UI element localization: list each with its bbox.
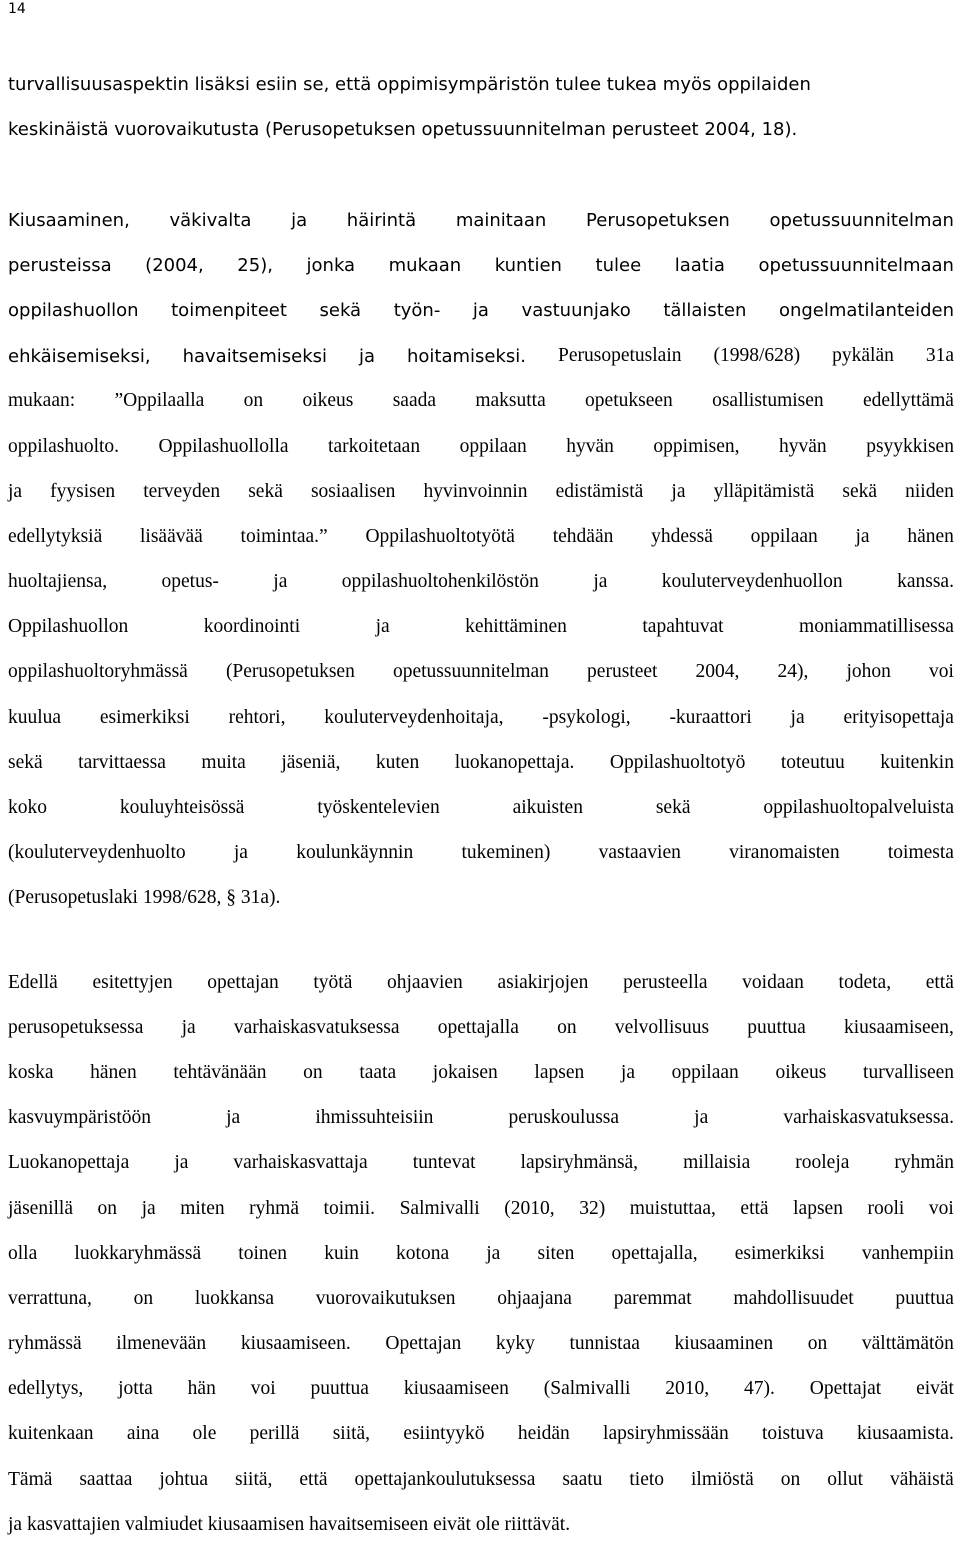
word: mukaan	[388, 255, 462, 277]
word: jotta	[118, 1378, 153, 1400]
word: rehtori,	[228, 706, 286, 728]
word: ihmissuhteisiin	[315, 1107, 434, 1129]
word: (Salmivalli	[543, 1378, 631, 1400]
word: Perusopetuslain	[558, 345, 682, 367]
word: väkivalta	[169, 210, 252, 232]
text-line	[8, 198, 954, 243]
word: Oppilashuoltotyötä	[365, 525, 515, 547]
word: edellytyksiä	[8, 525, 103, 547]
word: ja	[181, 1016, 196, 1038]
word: saada	[392, 390, 437, 412]
word: opetukseen	[585, 390, 673, 412]
word: oppilashuoltoryhmässä	[8, 661, 188, 683]
word: 25),	[237, 255, 273, 277]
word: esiintyykö	[403, 1423, 485, 1445]
text-line	[8, 514, 954, 559]
word: Edellä	[8, 971, 58, 993]
word: luokkansa	[194, 1287, 274, 1309]
word: sekä	[842, 480, 878, 502]
word: lapsen	[793, 1197, 843, 1219]
word: kouluterveydenhuollon	[661, 571, 843, 593]
word: ja	[620, 1061, 635, 1083]
word: häirintä	[346, 210, 417, 232]
word: eivät	[916, 1378, 954, 1400]
word: saatu	[562, 1468, 603, 1490]
word: ja	[226, 1107, 241, 1129]
text-line	[8, 560, 954, 605]
word: perusopetuksessa	[8, 1016, 144, 1038]
word: kehittäminen	[465, 616, 567, 638]
word: pykälän	[832, 345, 894, 367]
word: sekä	[248, 480, 283, 502]
word: Opettajat	[809, 1378, 882, 1400]
word: opetussuunnitelmaan	[758, 255, 954, 277]
word: johon	[846, 661, 891, 683]
word: puuttua	[895, 1287, 954, 1309]
word: edellyttämä	[863, 390, 954, 412]
word: kuitenkin	[880, 751, 954, 773]
word: jokaisen	[432, 1061, 498, 1083]
word: tapahtuvat	[642, 616, 724, 638]
word: vastuunjako	[521, 300, 631, 322]
word: tunnistaa	[569, 1333, 640, 1355]
word: esimerkiksi	[99, 706, 190, 728]
word: Tämä	[8, 1468, 53, 1490]
word: huoltajiensa,	[8, 571, 108, 593]
word: todeta,	[838, 971, 892, 993]
word: tarvittaessa	[78, 751, 166, 773]
word: Kiusaaminen,	[8, 210, 130, 232]
text-line	[8, 831, 954, 876]
word: hoitamiseksi.	[407, 345, 527, 367]
word: (1998/628)	[713, 345, 801, 367]
word: työtä	[313, 971, 353, 993]
word: ylläpitämistä	[713, 480, 815, 502]
word: ja	[694, 1107, 709, 1129]
word: kiusaamiseen.	[240, 1333, 351, 1355]
word: ja	[8, 480, 23, 502]
word: on	[97, 1197, 118, 1219]
word: työskentelevien	[317, 797, 440, 819]
word: 31a	[925, 345, 954, 367]
word: jäsenillä	[8, 1197, 73, 1219]
word: ja	[358, 345, 376, 367]
word: ja	[486, 1242, 501, 1264]
word: esimerkiksi	[734, 1242, 825, 1264]
word: yhdessä	[651, 525, 713, 547]
word: -kuraattori	[669, 706, 752, 728]
word: mukaan:	[8, 390, 76, 412]
line-text: ja kasvattajien valmiudet kiusaamisen havaitsemiseen eivät ole riittävät.	[8, 1513, 571, 1535]
word: ja	[273, 571, 288, 593]
word: vanhempiin	[861, 1242, 954, 1264]
word: kanssa.	[897, 571, 954, 593]
word: oppilaan	[671, 1061, 739, 1083]
text-line	[8, 1502, 954, 1547]
text-line	[8, 960, 954, 1005]
text-line	[8, 424, 954, 469]
word: toimenpiteet	[171, 300, 287, 322]
word: aina	[126, 1423, 160, 1445]
word: perusteella	[623, 971, 708, 993]
word: kouluterveydenhoitaja,	[324, 706, 504, 728]
word: lapsiryhmissään	[603, 1423, 729, 1445]
word: opettajalla,	[611, 1242, 698, 1264]
word: ja	[671, 480, 686, 502]
word: että	[740, 1197, 769, 1219]
word: 24),	[777, 661, 809, 683]
word: sekä	[655, 797, 691, 819]
word: oikeus	[775, 1061, 827, 1083]
word: hyvän	[779, 435, 827, 457]
word: verrattuna,	[8, 1287, 92, 1309]
word: tulee	[595, 255, 642, 277]
text-line	[8, 379, 954, 424]
word: voi	[929, 661, 954, 683]
word: Perusopetuksen	[586, 210, 730, 232]
word: puuttua	[310, 1378, 369, 1400]
word: ohjaavien	[387, 971, 463, 993]
text-line	[8, 1096, 954, 1141]
word: oppilaan	[750, 525, 818, 547]
word: Salmivalli	[399, 1197, 480, 1219]
word: ollut	[827, 1468, 863, 1490]
word: sekä	[8, 751, 43, 773]
word: varhaiskasvatuksessa.	[783, 1107, 954, 1129]
word: fyysisen	[50, 480, 116, 502]
word: terveyden	[143, 480, 221, 502]
word: on	[133, 1287, 154, 1309]
text-line	[8, 1186, 954, 1231]
word: kouluyhteisössä	[119, 797, 245, 819]
word: hänen	[907, 525, 954, 547]
word: kyky	[495, 1333, 535, 1355]
word: oikeus	[302, 390, 354, 412]
word: että	[925, 971, 954, 993]
word: toteutuu	[780, 751, 845, 773]
text-line	[8, 334, 954, 379]
word: oppilashuoltopalveluista	[763, 797, 954, 819]
word: on	[780, 1468, 801, 1490]
page-number: 14	[8, 1, 26, 17]
word: moniammatillisessa	[799, 616, 954, 638]
word: siitä,	[332, 1423, 371, 1445]
word: ehkäisemiseksi,	[8, 345, 151, 367]
word: ohjaajana	[497, 1287, 572, 1309]
word: on	[557, 1016, 577, 1038]
word: opettajalla	[437, 1016, 519, 1038]
word: toimii.	[323, 1197, 376, 1219]
text-line	[8, 1231, 954, 1276]
text-line	[8, 1276, 954, 1321]
word: jonka	[306, 255, 356, 277]
word: heidän	[517, 1423, 570, 1445]
word: ja	[472, 300, 489, 322]
word: maksutta	[475, 390, 546, 412]
word: lisäävää	[139, 525, 203, 547]
text-line	[8, 605, 954, 650]
word: (2004,	[145, 255, 204, 277]
word: puuttua	[747, 1016, 806, 1038]
word: esitettyjen	[92, 971, 173, 993]
word: kotona	[396, 1242, 450, 1264]
word: opetussuunnitelman	[769, 210, 954, 232]
word: Oppilashuollon	[8, 616, 129, 638]
word: millaisia	[683, 1152, 751, 1174]
word: viranomaisten	[729, 842, 840, 864]
word: ja	[291, 210, 308, 232]
word: toimesta	[887, 842, 954, 864]
line-text: (Perusopetuslaki 1998/628, § 31a).	[8, 887, 281, 909]
word: niiden	[905, 480, 954, 502]
word: perillä	[249, 1423, 300, 1445]
word: johtua	[159, 1468, 209, 1490]
word: opetus-	[161, 571, 219, 593]
word: koordinointi	[203, 616, 301, 638]
word: peruskoulussa	[508, 1107, 620, 1129]
word: turvalliseen	[863, 1061, 954, 1083]
word: perusteissa	[8, 255, 112, 277]
word: kasvuympäristöön	[8, 1107, 151, 1129]
word: että	[299, 1468, 328, 1490]
text-line	[8, 1457, 954, 1502]
word: hyvän	[566, 435, 614, 457]
word: opettajankoulutuksessa	[354, 1468, 536, 1490]
word: välttämätön	[861, 1333, 954, 1355]
word: ja	[233, 842, 248, 864]
word: sekä	[319, 300, 362, 322]
word: ongelmatilanteiden	[778, 300, 954, 322]
word: sosiaalisen	[310, 480, 396, 502]
word: kuten	[375, 751, 420, 773]
word: varhaiskasvattaja	[233, 1152, 368, 1174]
word: toistuva	[761, 1423, 824, 1445]
word: laatia	[674, 255, 725, 277]
word: oppimisen,	[653, 435, 740, 457]
text-line	[8, 107, 954, 152]
word: saattaa	[79, 1468, 133, 1490]
word: asiakirjojen	[497, 971, 589, 993]
word: lapsiryhmänsä,	[520, 1152, 639, 1174]
word: työn-	[393, 300, 441, 322]
text-line	[8, 876, 954, 921]
word: tehtävänään	[173, 1061, 267, 1083]
paragraph-2	[8, 198, 954, 921]
word: Luokanopettaja	[8, 1152, 130, 1174]
word: vuorovaikutuksen	[315, 1287, 456, 1309]
word: kiusaamista.	[856, 1423, 954, 1445]
text-line	[8, 469, 954, 514]
word: miten	[180, 1197, 225, 1219]
word: (kouluterveydenhuolto	[8, 842, 186, 864]
word: 47).	[744, 1378, 775, 1400]
word: kuitenkaan	[8, 1423, 94, 1445]
word: psyykkisen	[866, 435, 954, 457]
word: kuntien	[494, 255, 562, 277]
word: toinen	[238, 1242, 288, 1264]
word: kiusaaminen	[674, 1333, 774, 1355]
word: toimintaa.”	[240, 525, 328, 547]
word: on	[807, 1333, 828, 1355]
word: lapsen	[534, 1061, 585, 1083]
word: oppilaan	[459, 435, 527, 457]
word: ja	[375, 616, 390, 638]
word: ja	[174, 1152, 189, 1174]
word: tukeminen)	[461, 842, 551, 864]
word: on	[243, 390, 264, 412]
word: siitä,	[235, 1468, 273, 1490]
word: luokanopettaja.	[454, 751, 575, 773]
word: koko	[8, 797, 47, 819]
word: voi	[928, 1197, 954, 1219]
word: ilmenevään	[116, 1333, 207, 1355]
word: ryhmässä	[8, 1333, 82, 1355]
word: olla	[8, 1242, 38, 1264]
word: ryhmän	[894, 1152, 954, 1174]
word: aikuisten	[512, 797, 583, 819]
text-line	[8, 1367, 954, 1412]
word: kiusaamiseen	[403, 1378, 509, 1400]
word: ilmiöstä	[690, 1468, 754, 1490]
text-line	[8, 785, 954, 830]
word: tällaisten	[663, 300, 747, 322]
word: voidaan	[742, 971, 804, 993]
word: hyvinvoinnin	[423, 480, 528, 502]
text-line	[8, 650, 954, 695]
word: 2010,	[665, 1378, 710, 1400]
text-line	[8, 288, 954, 333]
word: ja	[855, 525, 870, 547]
word: voi	[250, 1378, 276, 1400]
word: (2010,	[504, 1197, 555, 1219]
word: oppilashuollon	[8, 300, 139, 322]
word: (Perusopetuksen	[225, 661, 355, 683]
word: paremmat	[613, 1287, 692, 1309]
word: kuin	[324, 1242, 359, 1264]
word: ja	[790, 706, 805, 728]
word: ja	[141, 1197, 156, 1219]
word: taata	[359, 1061, 397, 1083]
word: tieto	[629, 1468, 665, 1490]
word: Opettajan	[385, 1333, 462, 1355]
word: perusteet	[587, 661, 658, 683]
word: mainitaan	[455, 210, 547, 232]
word: rooli	[867, 1197, 905, 1219]
word: koska	[8, 1061, 54, 1083]
word: jäseniä,	[281, 751, 341, 773]
word: hänen	[90, 1061, 137, 1083]
word: hän	[187, 1378, 216, 1400]
line-text: keskinäistä vuorovaikutusta (Perusopetuksen opetussuunnitelman perusteet 2004, 18).	[8, 119, 798, 141]
text-line	[8, 1141, 954, 1186]
word: ja	[593, 571, 608, 593]
word: kuulua	[8, 706, 62, 728]
word: 32)	[579, 1197, 606, 1219]
word: koulunkäynnin	[296, 842, 414, 864]
word: erityisopettaja	[843, 706, 954, 728]
text-line	[8, 1050, 954, 1095]
word: 2004,	[695, 661, 740, 683]
word: luokkaryhmässä	[74, 1242, 202, 1264]
word: ole	[192, 1423, 217, 1445]
word: edellytys,	[8, 1378, 84, 1400]
word: tuntevat	[412, 1152, 476, 1174]
word: kiusaamiseen,	[843, 1016, 954, 1038]
word: opettajan	[207, 971, 279, 993]
paragraph-1	[8, 62, 954, 152]
text-line	[8, 62, 954, 107]
text-line	[8, 1322, 954, 1367]
word: osallistumisen	[712, 390, 824, 412]
word: ”Oppilaalla	[114, 390, 205, 412]
word: velvollisuus	[614, 1016, 710, 1038]
word: muita	[201, 751, 246, 773]
word: mahdollisuudet	[733, 1287, 854, 1309]
word: oppilashuolto.	[8, 435, 120, 457]
paragraph-3	[8, 960, 954, 1547]
word: opetussuunnitelman	[392, 661, 549, 683]
word: muistuttaa,	[629, 1197, 716, 1219]
text-line	[8, 1005, 954, 1050]
word: vastaavien	[598, 842, 681, 864]
text-line	[8, 740, 954, 785]
word: Oppilashuoltotyö	[609, 751, 746, 773]
word: on	[303, 1061, 323, 1083]
word: edistämistä	[555, 480, 644, 502]
word: varhaiskasvatuksessa	[233, 1016, 400, 1038]
word: rooleja	[795, 1152, 850, 1174]
word: ryhmä	[249, 1197, 299, 1219]
word: vähäistä	[889, 1468, 954, 1490]
word: havaitsemiseksi	[182, 345, 327, 367]
word: tehdään	[552, 525, 614, 547]
word: siten	[537, 1242, 575, 1264]
text-line	[8, 695, 954, 740]
text-line	[8, 1412, 954, 1457]
word: Oppilashuollolla	[158, 435, 289, 457]
word: -psykologi,	[542, 706, 631, 728]
line-text: turvallisuusaspektin lisäksi esiin se, että oppimisympäristön tulee tukea myös oppilaiden	[8, 74, 811, 96]
word: oppilashuoltohenkilöstön	[341, 571, 539, 593]
word: tarkoitetaan	[328, 435, 421, 457]
text-line	[8, 243, 954, 288]
